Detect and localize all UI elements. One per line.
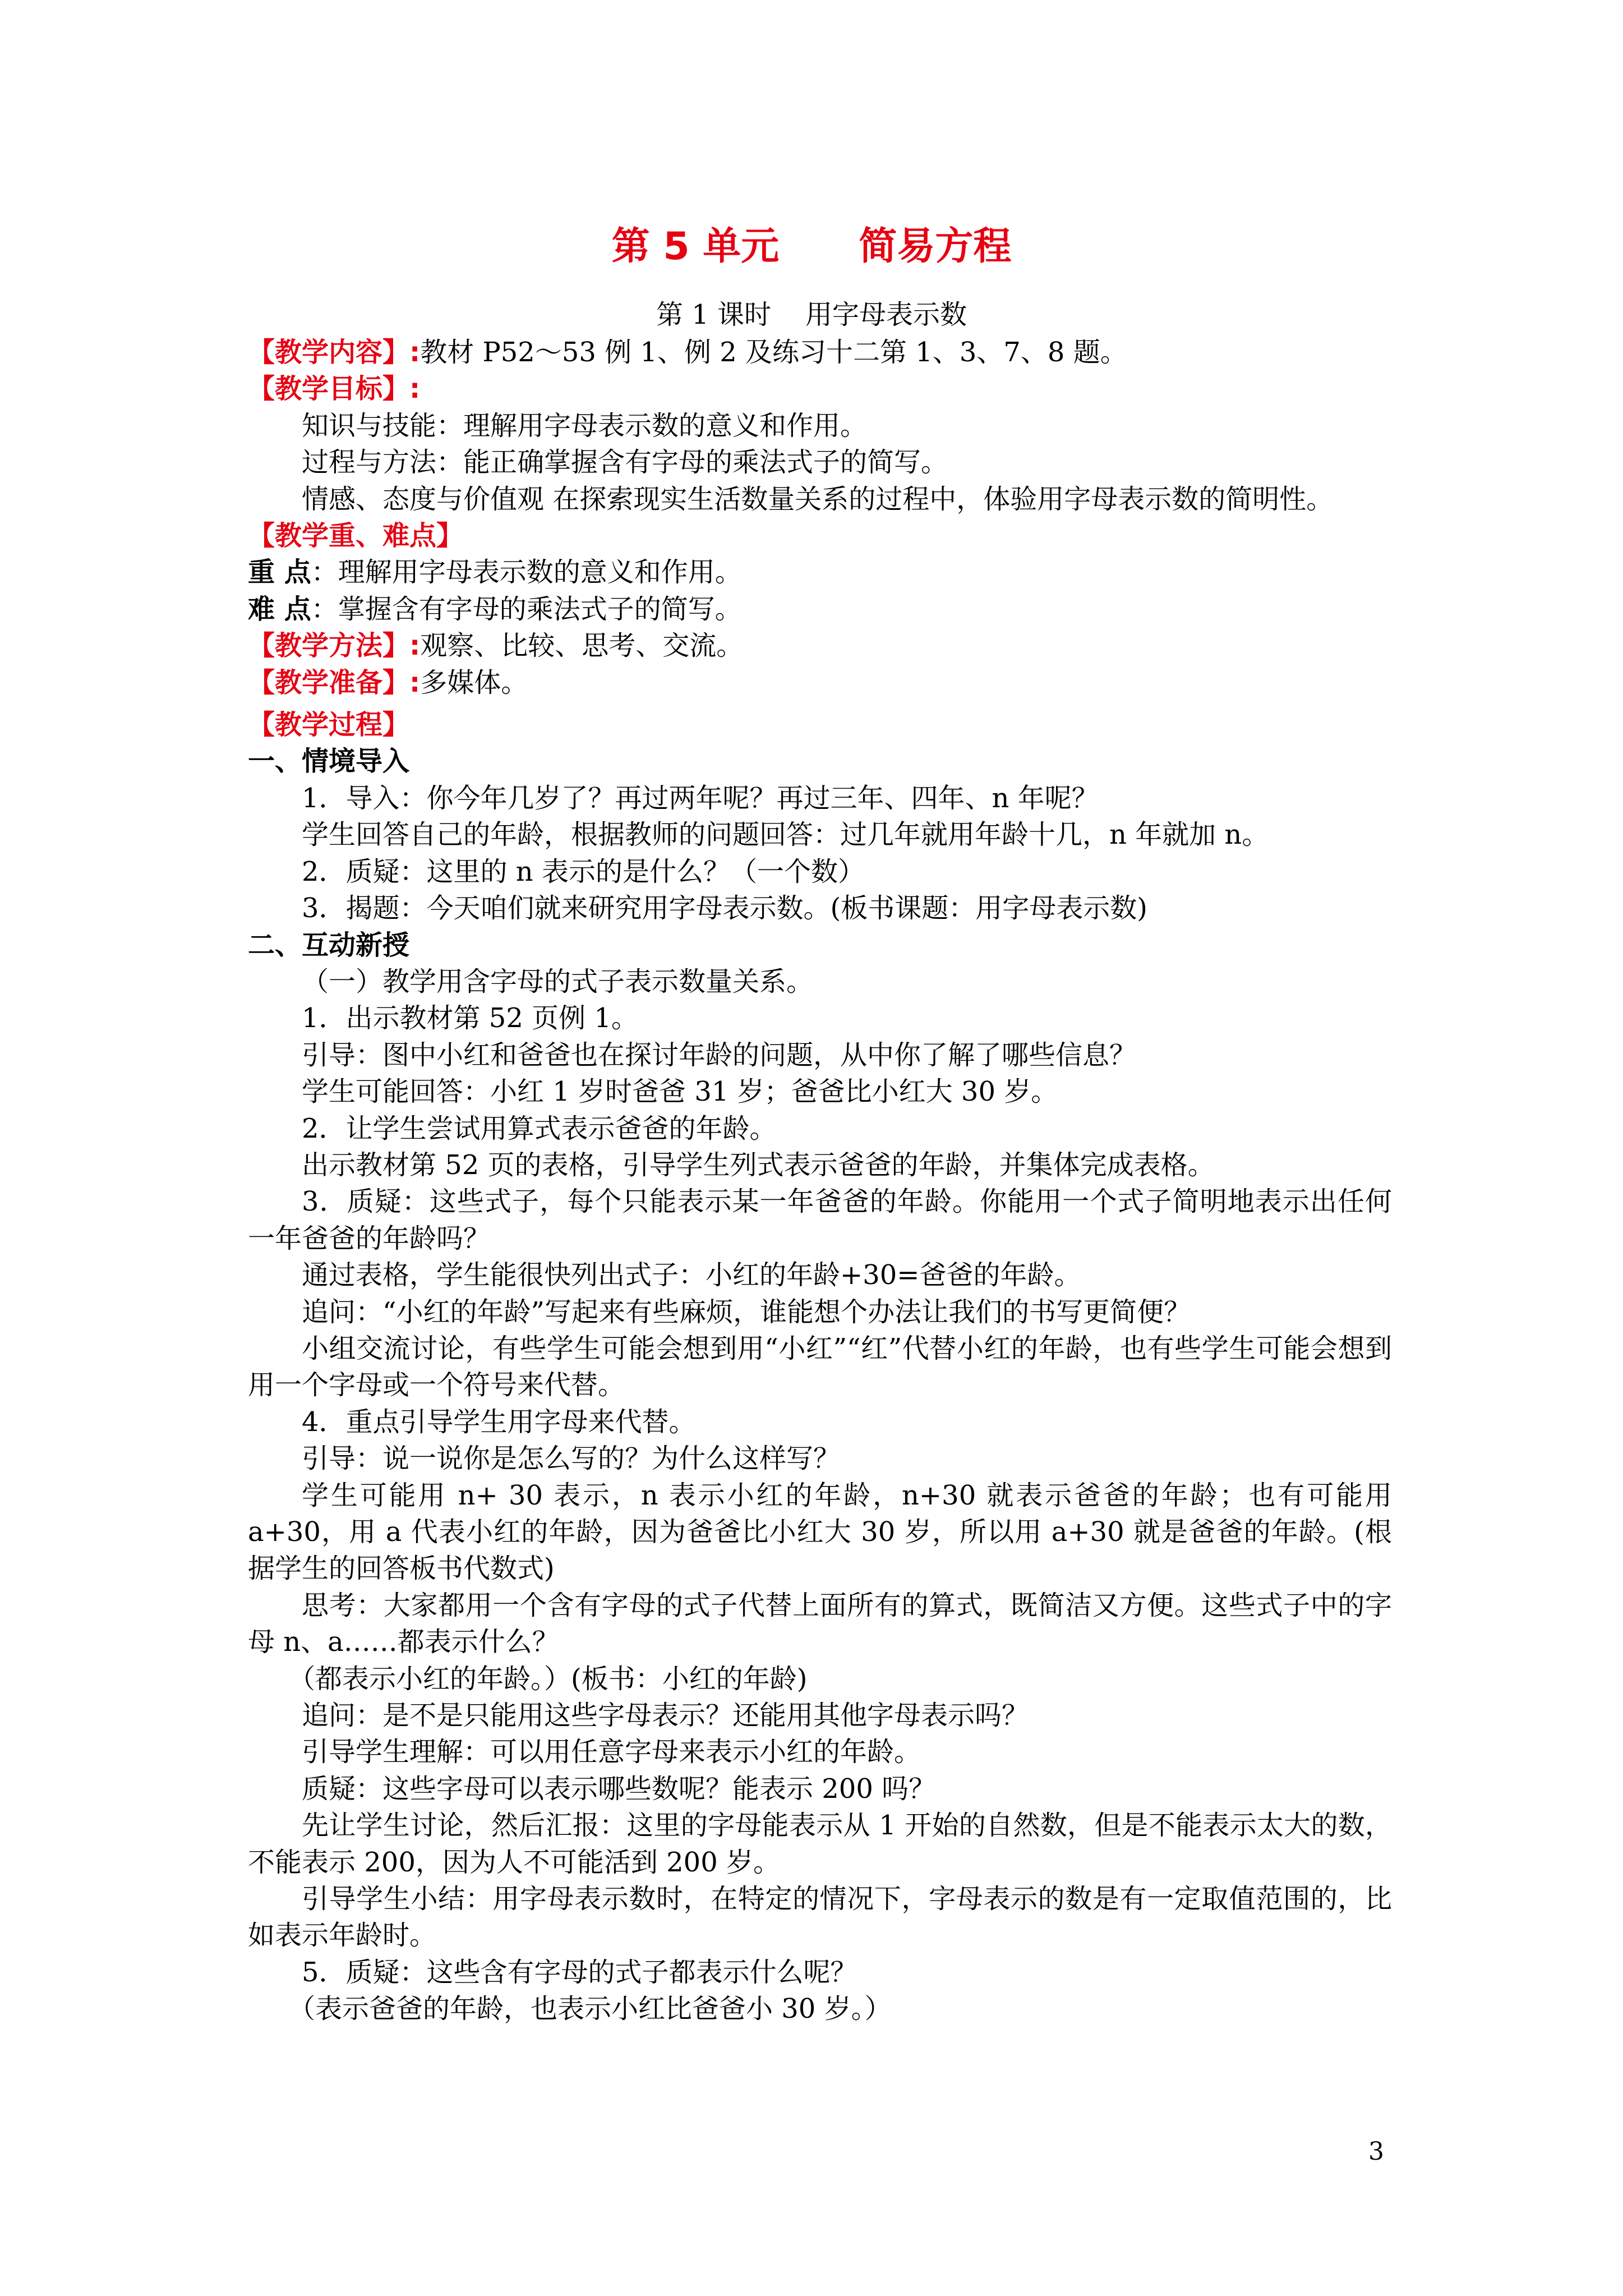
teaching-prep — [248, 665, 1392, 701]
paragraph: （一）教学用含字母的式子表示数量关系。 — [302, 965, 814, 997]
paragraph: 质疑：这些字母可以表示哪些数呢？能表示 200 吗？ — [302, 1773, 936, 1805]
paragraph: 追问：“小红的年龄”写起来有些麻烦，谁能想个办法让我们的书写更简便？ — [302, 1296, 1191, 1328]
paragraph: 引导：图中小红和爸爸也在探讨年龄的问题，从中你了解了哪些信息？ — [302, 1039, 1137, 1071]
paragraph: 引导：说一说你是怎么写的？为什么这样写？ — [302, 1443, 841, 1475]
paragraph: 1．导入：你今年几岁了？再过两年呢？再过三年、四年、n 年呢？ — [302, 782, 1099, 814]
goal-knowledge: 知识与技能：理解用字母表示数的意义和作用。 — [302, 409, 868, 441]
paragraph: 3．揭题：今天咱们就来研究用字母表示数。(板书课题：用字母表示数) — [302, 892, 1147, 924]
difficult-point — [248, 591, 1392, 628]
key-point-text: ：理解用字母表示数的意义和作用。 — [311, 556, 742, 588]
paragraph: 学生可能回答：小红 1 岁时爸爸 31 岁；爸爸比小红大 30 岁。 — [302, 1076, 1058, 1108]
paragraph: （表示爸爸的年龄，也表示小红比爸爸小 30 岁。） — [288, 1993, 892, 2025]
paragraph: 学生可能用 n+ 30 表示，n 表示小红的年龄，n+30 就表示爸爸的年龄；也有可能用 a+30，用 a 代表小红的年龄，因为爸爸比小红大 30 岁，所以用 a+30 就是爸爸的年龄。(根据学生的回答板书代数式) — [248, 1479, 1392, 1585]
teaching-content — [248, 334, 1392, 371]
page-number: 3 — [1368, 2137, 1384, 2166]
teaching-process — [248, 707, 1392, 743]
key-point-label: 重 点 — [248, 556, 311, 588]
unit-title: 第 5 单元 简易方程 — [611, 224, 1012, 269]
teaching-method-label: 【教学方法】: — [248, 630, 421, 662]
goal-attitude: 情感、态度与价值观 在探索现实生活数量关系的过程中，体验用字母表示数的简明性。 — [302, 483, 1334, 515]
paragraph: （都表示小红的年龄。）(板书：小红的年龄) — [288, 1663, 808, 1695]
paragraph: 通过表格，学生能很快列出式子：小红的年龄+30=爸爸的年龄。 — [302, 1259, 1081, 1291]
key-difficult-heading — [248, 518, 1392, 554]
teaching-prep-label: 【教学准备】: — [248, 666, 421, 698]
paragraph: 1．出示教材第 52 页例 1。 — [302, 1002, 638, 1034]
teaching-goals-label: 【教学目标】: — [248, 373, 421, 405]
teaching-content-text: 教材 P52～53 例 1、例 2 及练习十二第 1、3、7、8 题。 — [420, 337, 1127, 368]
key-difficult-label: 【教学重、难点】 — [248, 520, 464, 552]
paragraph: 2．质疑：这里的 n 表示的是什么？（一个数） — [302, 855, 865, 887]
difficult-point-text: ：掌握含有字母的乘法式子的简写。 — [311, 593, 742, 625]
paragraph: 4．重点引导学生用字母来代替。 — [302, 1406, 696, 1438]
teaching-method-text: 观察、比较、思考、交流。 — [420, 630, 744, 662]
teaching-content-label: 【教学内容】: — [248, 337, 421, 368]
paragraph: 思考：大家都用一个含有字母的式子代替上面所有的算式，既简洁又方便。这些式子中的字母 n、a……都表示什么？ — [248, 1589, 1392, 1658]
paragraph: 出示教材第 52 页的表格，引导学生列式表示爸爸的年龄，并集体完成表格。 — [302, 1149, 1215, 1181]
lesson-subtitle: 第 1 课时 用字母表示数 — [656, 299, 967, 330]
paragraph: 学生回答自己的年龄，根据教师的问题回答：过几年就用年龄十几，n 年就加 n。 — [302, 819, 1269, 851]
teaching-method — [248, 628, 1392, 664]
paragraph: 引导学生理解：可以用任意字母来表示小红的年龄。 — [302, 1736, 921, 1768]
section-heading-intro: 一、情境导入 — [248, 746, 410, 777]
paragraph: 追问：是不是只能用这些字母表示？还能用其他字母表示吗？ — [302, 1700, 1029, 1732]
paragraph: 3．质疑：这些式子，每个只能表示某一年爸爸的年龄。你能用一个式子简明地表示出任何一年爸爸的年龄吗？ — [248, 1186, 1392, 1254]
teaching-process-label: 【教学过程】 — [248, 709, 410, 741]
paragraph: 2．让学生尝试用算式表示爸爸的年龄。 — [302, 1112, 777, 1144]
paragraph: 5．质疑：这些含有字母的式子都表示什么呢？ — [302, 1956, 857, 1988]
section-heading-new-lesson: 二、互动新授 — [248, 929, 410, 961]
key-point — [248, 554, 1392, 591]
paragraph: 先让学生讨论，然后汇报：这里的字母能表示从 1 开始的自然数，但是不能表示太大的数，不能表示 200，因为人不可能活到 200 岁。 — [248, 1810, 1392, 1878]
paragraph: 引导学生小结：用字母表示数时，在特定的情况下，字母表示的数是有一定取值范围的，比如表示年龄时。 — [248, 1883, 1392, 1952]
teaching-prep-text: 多媒体。 — [420, 666, 528, 698]
goal-process: 过程与方法：能正确掌握含有字母的乘法式子的简写。 — [302, 447, 948, 478]
paragraph: 小组交流讨论，有些学生可能会想到用“小红”“红”代替小红的年龄，也有些学生可能会想到用一个字母或一个符号来代替。 — [248, 1332, 1392, 1401]
difficult-point-label: 难 点 — [248, 593, 311, 625]
teaching-goals — [248, 371, 1392, 407]
document-body — [248, 334, 1392, 2028]
